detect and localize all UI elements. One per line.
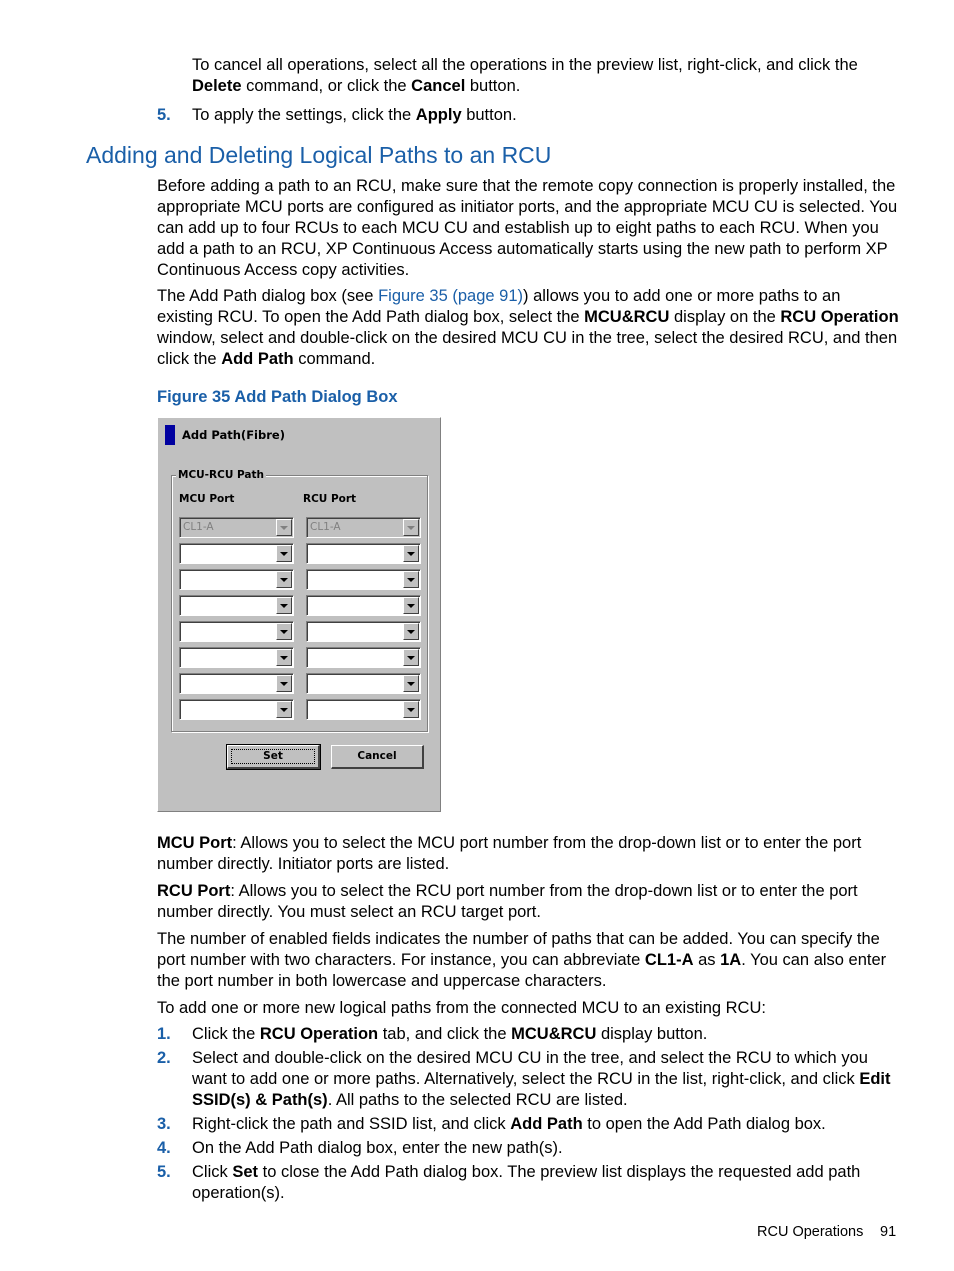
add-path-dialog — [157, 417, 441, 812]
procedure-step-4: On the Add Path dialog box, enter the new path(s). — [192, 1139, 563, 1157]
set-term: Set — [232, 1163, 259, 1181]
rcu-port-description — [157, 881, 899, 923]
step-number: 1. — [157, 1025, 171, 1043]
mcu-port-select-6[interactable] — [179, 647, 294, 668]
dropdown-arrow-icon[interactable] — [403, 675, 419, 692]
mcu-port-select-5[interactable] — [179, 621, 294, 642]
figure-link[interactable]: Figure 35 (page 91) — [378, 287, 524, 305]
rcu-port-select-6[interactable] — [306, 647, 421, 668]
mcu-port-description — [157, 833, 899, 875]
procedure-step-3 — [192, 1114, 898, 1135]
rcu-port-select-4[interactable] — [306, 595, 421, 616]
select-value: CL1-A — [310, 521, 341, 533]
mcu-port-select-7[interactable] — [179, 673, 294, 694]
dropdown-arrow-icon[interactable] — [276, 675, 292, 692]
title-marker-icon — [165, 425, 175, 445]
rcu-port-select-3[interactable] — [306, 569, 421, 590]
text: button. — [465, 77, 521, 95]
text: tab, and click the — [378, 1025, 512, 1043]
rcu-port-select-1 — [306, 517, 421, 538]
text: display on the — [669, 308, 781, 326]
dropdown-arrow-icon[interactable] — [403, 571, 419, 588]
edit-ssid-term: Edit SSID(s) & Path(s) — [192, 1070, 891, 1109]
text: : Allows you to select the RCU port number from the drop-down list or to enter the port number directly. You must select an RCU target port. — [157, 882, 858, 921]
dropdown-arrow-icon[interactable] — [276, 701, 292, 718]
text: ) allows you to add one or more paths to an existing RCU. To open the Add Path dialog box, select the — [157, 287, 841, 326]
mcu-port-select-2[interactable] — [179, 543, 294, 564]
step-number: 3. — [157, 1115, 171, 1133]
group-label: MCU-RCU Path — [178, 469, 265, 481]
cl1a-term: CL1-A — [644, 951, 694, 969]
cancel-term: Cancel — [411, 77, 466, 95]
text: To cancel all operations, select all the operations in the preview list, right-click, and click the — [192, 56, 858, 74]
section-paragraph-2 — [157, 286, 899, 370]
cancel-button-label: Cancel — [357, 750, 397, 762]
select-value: CL1-A — [183, 521, 214, 533]
rcu-operation-term: RCU Operation — [259, 1025, 379, 1043]
text: . All paths to the selected RCU are listed. — [327, 1091, 628, 1109]
enabled-fields-paragraph — [157, 929, 899, 992]
dropdown-arrow-icon[interactable] — [403, 701, 419, 718]
cancel-button[interactable] — [331, 745, 424, 769]
text: Right-click the path and SSID list, and click — [192, 1115, 511, 1133]
text: to open the Add Path dialog box. — [582, 1115, 826, 1133]
text: command, or click the — [241, 77, 412, 95]
focus-rect — [231, 749, 315, 764]
procedure-step-2 — [192, 1048, 898, 1111]
dialog-title: Add Path(Fibre) — [182, 428, 285, 442]
footer-section: RCU Operations — [757, 1224, 864, 1240]
set-button-label: Set — [263, 750, 283, 762]
mcu-port-header: MCU Port — [179, 493, 235, 505]
section-heading: Adding and Deleting Logical Paths to an RCU — [86, 142, 552, 168]
text: window, select and double-click on the desired MCU CU in the tree, select the desired RCU, and then click the — [157, 329, 898, 368]
dropdown-arrow-icon[interactable] — [403, 623, 419, 640]
text: Select and double-click on the desired MCU CU in the tree, and select the RCU to which you want to add one or more paths. Alternatively, select the RCU in the list, right-click, and click — [192, 1049, 868, 1088]
dropdown-arrow-icon[interactable] — [403, 545, 419, 562]
rcu-port-term: RCU Port — [157, 882, 231, 900]
mcu-port-select-4[interactable] — [179, 595, 294, 616]
rcu-port-select-5[interactable] — [306, 621, 421, 642]
dropdown-arrow-icon[interactable] — [276, 649, 292, 666]
text: : Allows you to select the MCU port number from the drop-down list or to enter the port number directly. Initiator ports are listed. — [157, 834, 862, 873]
intro-step-5 — [192, 105, 898, 126]
dropdown-arrow-icon[interactable] — [276, 545, 292, 562]
mcu-rcu-term: MCU&RCU — [511, 1025, 597, 1043]
text: . You can also enter the port number in both lowercase and uppercase characters. — [157, 951, 887, 990]
step-number: 4. — [157, 1139, 171, 1157]
dropdown-arrow-icon — [276, 519, 292, 536]
step-number: 5. — [157, 1163, 171, 1181]
page-number: 91 — [880, 1224, 897, 1240]
section-paragraph-1: Before adding a path to an RCU, make sure that the remote copy connection is properly installed, the appropriate MCU ports are configured as initiator ports, and the appropriate MCU CU is selected. You can add up to four RCUs to each MCU CU and establish up to eight paths to each RCU. When you add a path to an RCU, XP Continuous Access automatically starts using the new path to perform XP Continuous Access copy activities. — [157, 177, 898, 279]
mcu-port-select-8[interactable] — [179, 699, 294, 720]
dropdown-arrow-icon[interactable] — [276, 623, 292, 640]
mcu-rcu-term: MCU&RCU — [584, 308, 670, 326]
rcu-operation-term: RCU Operation — [780, 308, 899, 326]
delete-term: Delete — [192, 77, 242, 95]
text: To apply the settings, click the — [192, 106, 416, 124]
procedure-step-5 — [192, 1162, 898, 1204]
figure-caption: Figure 35 Add Path Dialog Box — [157, 388, 398, 406]
text: Click the — [192, 1025, 260, 1043]
text: The Add Path dialog box (see — [157, 287, 379, 305]
1a-term: 1A — [720, 951, 742, 969]
step-number: 5. — [157, 106, 171, 124]
apply-term: Apply — [415, 106, 462, 124]
add-path-term: Add Path — [221, 350, 294, 368]
intro-paragraph — [192, 55, 898, 97]
step-number: 2. — [157, 1049, 171, 1067]
text: button. — [461, 106, 517, 124]
text: display button. — [596, 1025, 708, 1043]
text: as — [693, 951, 721, 969]
dropdown-arrow-icon — [403, 519, 419, 536]
text: to close the Add Path dialog box. The preview list displays the requested add path operation(s). — [192, 1163, 861, 1202]
dropdown-arrow-icon[interactable] — [403, 597, 419, 614]
text: command. — [293, 350, 376, 368]
mcu-port-select-3[interactable] — [179, 569, 294, 590]
dropdown-arrow-icon[interactable] — [276, 571, 292, 588]
rcu-port-header: RCU Port — [303, 493, 357, 505]
procedure-intro: To add one or more new logical paths from the connected MCU to an existing RCU: — [157, 999, 766, 1017]
procedure-step-1 — [192, 1024, 898, 1045]
mcu-port-select-1 — [179, 517, 294, 538]
set-button[interactable] — [227, 745, 320, 769]
mcu-port-term: MCU Port — [157, 834, 233, 852]
rcu-port-select-8[interactable] — [306, 699, 421, 720]
rcu-port-select-2[interactable] — [306, 543, 421, 564]
add-path-term: Add Path — [510, 1115, 583, 1133]
rcu-port-select-7[interactable] — [306, 673, 421, 694]
dropdown-arrow-icon[interactable] — [276, 597, 292, 614]
text: Click — [192, 1163, 233, 1181]
text: The number of enabled fields indicates the number of paths that can be added. You can specify the port number with two characters. For instance, you can abbreviate — [157, 930, 880, 969]
dropdown-arrow-icon[interactable] — [403, 649, 419, 666]
